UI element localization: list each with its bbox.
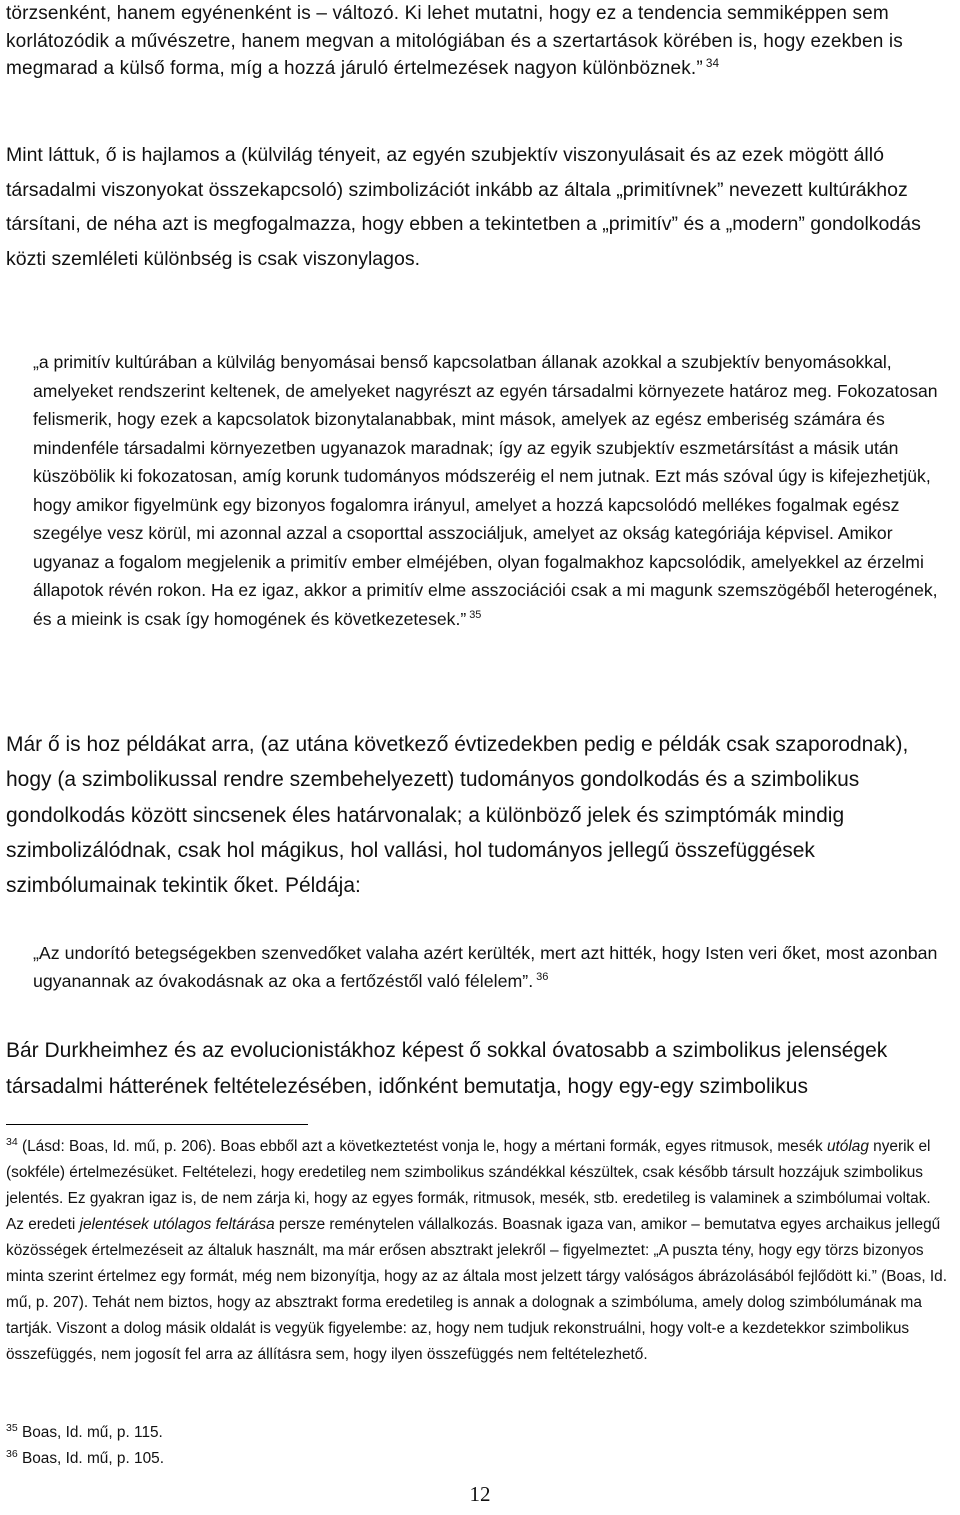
footnote-number: 36 [6,1448,18,1461]
footnote-text: nyerik el (sokféle) értelmezésüket. Feltételezi, hogy eredetileg nem szimbolikus szándékkal készültek, csak később társult hozzájuk szimbolikus jelentés. Ez gyakran igaz is, de nem zárja ki, hogy az egyes formák, ritmusok, mesék, stb. eredetileg is valaminek a szimbólumai voltak. Az eredeti [6,1138,931,1233]
block-quote-2 [33,939,938,995]
footnote-36 [6,1446,951,1472]
footnote-ref-36[interactable]: 36 [536,971,549,984]
footnote-italic: jelentések utólagos feltárása [79,1216,275,1233]
quote-text: „Az undorító betegségekben szenvedőket valaha azért kerülték, mert azt hitték, hogy Isten veri őket, most azonban ugyanannak az óvakodásnak az oka a fertőzéstől való félelem”. [33,943,938,991]
footnote-text: Boas, Id. mű, p. 115. [17,1424,163,1441]
body-paragraph-2: Mint láttuk, ő is hajlamos a (külvilág tényeit, az egyén szubjektív viszonyulásait és az ezek mögött álló társadalmi viszonyokat összekapcsoló) szimbolizációt inkább az általa „primitívnek” nevezett kultúrákhoz társítani, de néha azt is megfogalmazza, hogy ebben a tekintetben a „primitív” és a „modern” gondolkodás közti szemléleti különbség is csak viszonylagos. [6,144,921,270]
body-paragraph-4: Bár Durkheimhez és az evolucionistákhoz képest ő sokkal óvatosabb a szimbolikus jelenségek társadalmi hátterének feltételezésében, időnként bemutatja, hogy egy-egy szimbolikus [6,1039,888,1098]
footnote-number: 35 [6,1422,18,1435]
paragraph-text: törzsenként, hanem egyénenként is – változó. Ki lehet mutatni, hogy ez a tendencia semmiképpen sem korlátozódik a művészetre, hanem megvan a mitológiában és a szertartások körében is, hogy ezekben is megmarad a külső forma, míg a hozzá járuló értelmezések nagyon különböznek.” [6,3,903,79]
body-paragraph-3: Már ő is hoz példákat arra, (az utána következő évtizedekben pedig e példák csak szaporodnak), hogy (a szimbolikussal rendre szembehelyezett) tudományos gondolkodás és a szimbolikus gondolkodás között sincsenek éles határvonalak; a különböző jelek és szimptómák mindig szimbolizálódnak, csak hol mágikus, hol vallási, hol tudományos jellegű összefüggések szimbólumainak tekintik őket. Példája: [6,733,909,898]
footnote-number: 34 [6,1136,18,1149]
footnote-35 [6,1420,951,1446]
footnote-ref-34[interactable]: 34 [705,56,720,70]
footnote-text: (Lásd: Boas, Id. mű, p. 206). Boas ebből azt a következtetést vonja le, hogy a mértani formák, egyes ritmusok, mesék [17,1138,827,1155]
footnote-text: persze reménytelen vállalkozás. Boasnak igaza van, amikor – bemutatva egyes archaikus jellegű közösségek értelmezéseit az általuk használt, ma már erősen absztrakt jelekről – figyelmeztet: „A puszta tény, hogy egy törzs bizonyos minta szerint értelmez egy formát, még nem bizonyítja, hogy az az általa most jelzett tárgy valóságos ábrázolásából fejlődött ki.” (Boas, Id. mű, p. 207). Tehát nem biztos, hogy az absztrakt forma eredetileg is annak a dolognak a szimbóluma, amely dolog szimbólumának ma tartják. Viszont a dolog másik oldalát is vegyük figyelembe: az, hogy nem tudjuk rekonstruálni, hogy volt-e a kezdetekkor szimbolikus összefüggés, nem jogosít fel arra az állításra sem, hogy ilyen összefüggés nem feltételezhető. [6,1216,947,1363]
footnote-italic: utólag [826,1138,869,1155]
footnote-34 [6,1134,951,1368]
body-paragraph-1 [6,0,950,83]
quote-text: „a primitív kultúrában a külvilág benyomásai benső kapcsolatban állanak azokkal a szubjektív benyomásokkal, amelyeket rendszerint keltenek, de amelyeket nagyrészt az egyén társadalmi környezete határoz meg. Fokozatosan felismerik, hogy ezek a kapcsolatok bizonytalanabbak, mint mások, amelyek az egész emberiség számára és mindenféle társadalmi környezetben ugyanazok maradnak; így az egyik szubjektív eszmetársítást a másik után küszöbölik ki fokozatosan, amíg korunk tudományos módszeréig el nem jutnak. Ezt más szóval úgy is kifejezhetjük, hogy amikor figyelmünk egy bizonyos fogalomra irányul, amelyet a hozzá kapcsolódó mellékes fogalmak egész szegélye vesz körül, mi azonnal azzal a csoporttal asszociáljuk, amelyet az okság kategóriája képvisel. Amikor ugyanaz a fogalom megjelenik a primitív ember elméjében, olyan fogalmakhoz kapcsolódik, amelyekkel az érzelmi állapotok révén rokon. Ha ez igaz, akkor a primitív elme asszociációi csak a mi magunk szemszögéből heterogének, és a mieink is csak így homogének és következetesek.” [33,352,938,629]
page-number: 12 [469,1482,491,1506]
footnote-separator [6,1124,308,1125]
block-quote-1 [33,348,943,633]
footnote-text: Boas, Id. mű, p. 105. [17,1450,164,1467]
footnote-ref-35[interactable]: 35 [469,608,482,621]
